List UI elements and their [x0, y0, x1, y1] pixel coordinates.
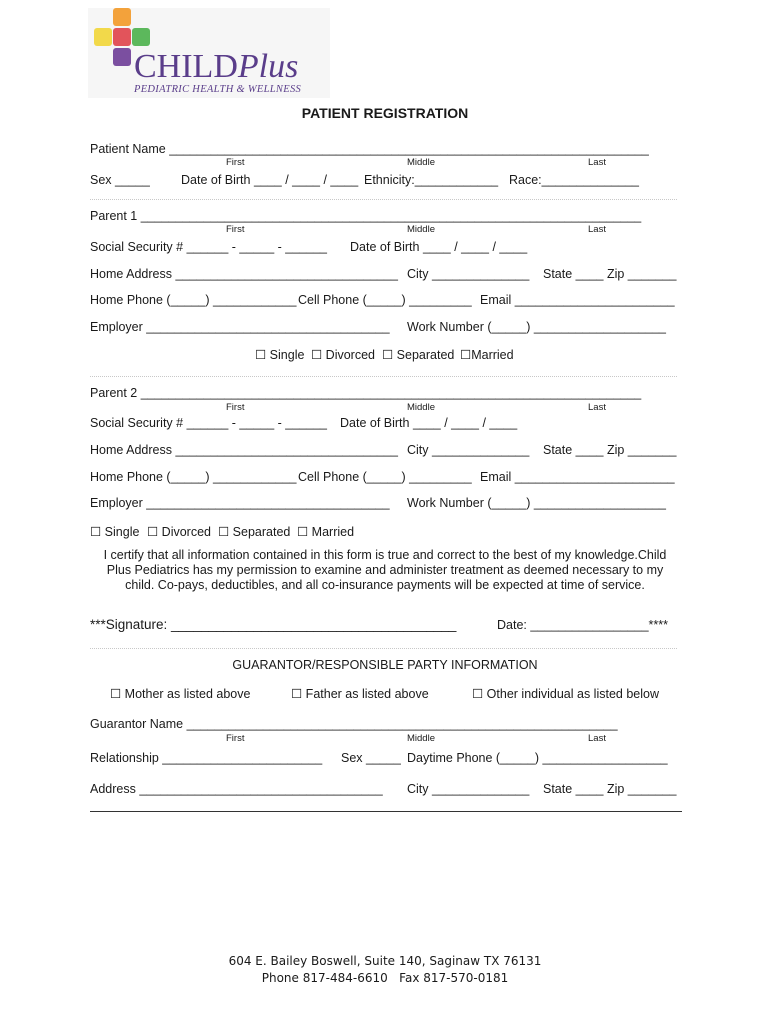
parent1-home-phone-field[interactable]: Home Phone (_____) ____________: [90, 293, 297, 307]
patient-name-first-label: First: [226, 157, 245, 168]
certification-line-3: child. Co-pays, deductibles, and all co-insurance payments will be expected at time of service.: [125, 578, 645, 592]
patient-sex-field[interactable]: Sex _____: [90, 173, 150, 187]
parent1-state-zip-field[interactable]: State ____ Zip _______: [543, 267, 677, 281]
logo-square-top: [113, 8, 131, 26]
parent1-employer-field[interactable]: Employer ___________________________________: [90, 320, 390, 334]
footer-address: 604 E. Bailey Boswell, Suite 140, Saginaw TX 76131: [228, 954, 542, 968]
patient-name-last-label: Last: [588, 157, 606, 168]
guarantor-relationship-field[interactable]: Relationship _______________________: [90, 751, 323, 765]
parent1-name-middle-label: Middle: [407, 224, 435, 235]
patient-name-field[interactable]: Patient Name _____________________________________________________________________: [90, 142, 649, 156]
parent1-name-field[interactable]: Parent 1 ________________________________________________________________________: [90, 209, 642, 223]
guarantor-sex-field[interactable]: Sex _____: [341, 751, 401, 765]
parent2-status-married-checkbox[interactable]: ☐ Married: [297, 525, 355, 539]
divider: [90, 199, 677, 200]
guarantor-daytime-phone-field[interactable]: Daytime Phone (_____) __________________: [407, 751, 668, 765]
certification-line-2: Plus Pediatrics has my permission to examine and administer treatment as deemed necessary to my: [106, 563, 664, 577]
guarantor-father-checkbox[interactable]: ☐ Father as listed above: [291, 687, 429, 701]
logo-square-center: [113, 28, 131, 46]
parent2-status-single-checkbox[interactable]: ☐ Single: [90, 525, 140, 539]
guarantor-bottom-rule: [90, 811, 682, 812]
parent1-email-field[interactable]: Email _______________________: [480, 293, 675, 307]
certification-line-1: I certify that all information contained in this form is true and correct to the best of my knowledge.Child: [103, 548, 667, 562]
parent2-city-field[interactable]: City ______________: [407, 443, 530, 457]
guarantor-city-field[interactable]: City ______________: [407, 782, 530, 796]
parent1-status-divorced-checkbox[interactable]: ☐ Divorced: [311, 348, 376, 362]
parent1-name-first-label: First: [226, 224, 245, 235]
parent2-employer-field[interactable]: Employer ___________________________________: [90, 496, 390, 510]
guarantor-other-checkbox[interactable]: ☐ Other individual as listed below: [472, 687, 659, 701]
patient-ethnicity-field[interactable]: Ethnicity:____________: [364, 173, 499, 187]
parent2-address-field[interactable]: Home Address ________________________________: [90, 443, 398, 457]
parent2-name-last-label: Last: [588, 402, 606, 413]
guarantor-name-middle-label: Middle: [407, 733, 435, 744]
footer-phone-fax: Phone 817-484-6610 Fax 817-570-0181: [261, 971, 509, 985]
parent2-status-separated-checkbox[interactable]: ☐ Separated: [218, 525, 291, 539]
logo-brand-plus: Plus: [237, 48, 299, 85]
guarantor-name-last-label: Last: [588, 733, 606, 744]
logo: [88, 8, 330, 98]
parent2-name-first-label: First: [226, 402, 245, 413]
guarantor-mother-checkbox[interactable]: ☐ Mother as listed above: [110, 687, 251, 701]
logo-square-left: [94, 28, 112, 46]
parent2-state-zip-field[interactable]: State ____ Zip _______: [543, 443, 677, 457]
parent1-address-field[interactable]: Home Address ________________________________: [90, 267, 398, 281]
parent1-status-married-checkbox[interactable]: ☐Married: [460, 348, 514, 362]
parent2-status-divorced-checkbox[interactable]: ☐ Divorced: [147, 525, 212, 539]
parent1-cell-phone-field[interactable]: Cell Phone (_____) _________: [298, 293, 472, 307]
logo-tagline: PEDIATRIC HEALTH & WELLNESS: [134, 84, 302, 95]
parent1-status-single-checkbox[interactable]: ☐ Single: [255, 348, 305, 362]
divider: [90, 376, 677, 377]
guarantor-heading: GUARANTOR/RESPONSIBLE PARTY INFORMATION: [232, 658, 538, 672]
divider: [90, 648, 677, 649]
parent2-cell-phone-field[interactable]: Cell Phone (_____) _________: [298, 470, 472, 484]
patient-name-middle-label: Middle: [407, 157, 435, 168]
guarantor-name-first-label: First: [226, 733, 245, 744]
logo-square-right: [132, 28, 150, 46]
parent1-work-number-field[interactable]: Work Number (_____) ___________________: [407, 320, 666, 334]
guarantor-address-field[interactable]: Address ___________________________________: [90, 782, 383, 796]
parent2-work-number-field[interactable]: Work Number (_____) ___________________: [407, 496, 666, 510]
guarantor-state-zip-field[interactable]: State ____ Zip _______: [543, 782, 677, 796]
parent2-ssn-field[interactable]: Social Security # ______ - _____ - ______: [90, 416, 327, 430]
logo-square-bottom: [113, 48, 131, 66]
parent2-dob-field[interactable]: Date of Birth ____ / ____ / ____: [340, 416, 518, 430]
guarantor-name-field[interactable]: Guarantor Name ______________________________________________________________: [90, 717, 618, 731]
logo-brand-child: CHILD: [134, 48, 238, 85]
parent2-name-field[interactable]: Parent 2 ________________________________________________________________________: [90, 386, 642, 400]
signature-date-field[interactable]: Date: _________________****: [497, 618, 668, 632]
parent1-ssn-field[interactable]: Social Security # ______ - _____ - ______: [90, 240, 327, 254]
patient-dob-field[interactable]: Date of Birth ____ / ____ / ____: [181, 173, 359, 187]
logo-brand: [134, 48, 298, 86]
parent1-dob-field[interactable]: Date of Birth ____ / ____ / ____: [350, 240, 528, 254]
parent1-city-field[interactable]: City ______________: [407, 267, 530, 281]
parent2-home-phone-field[interactable]: Home Phone (_____) ____________: [90, 470, 297, 484]
parent1-name-last-label: Last: [588, 224, 606, 235]
parent1-status-separated-checkbox[interactable]: ☐ Separated: [382, 348, 455, 362]
patient-race-field[interactable]: Race:______________: [509, 173, 639, 187]
parent2-name-middle-label: Middle: [407, 402, 435, 413]
signature-field[interactable]: ***Signature: ______________________________________: [90, 617, 457, 632]
parent2-email-field[interactable]: Email _______________________: [480, 470, 675, 484]
page-title: PATIENT REGISTRATION: [301, 105, 469, 121]
